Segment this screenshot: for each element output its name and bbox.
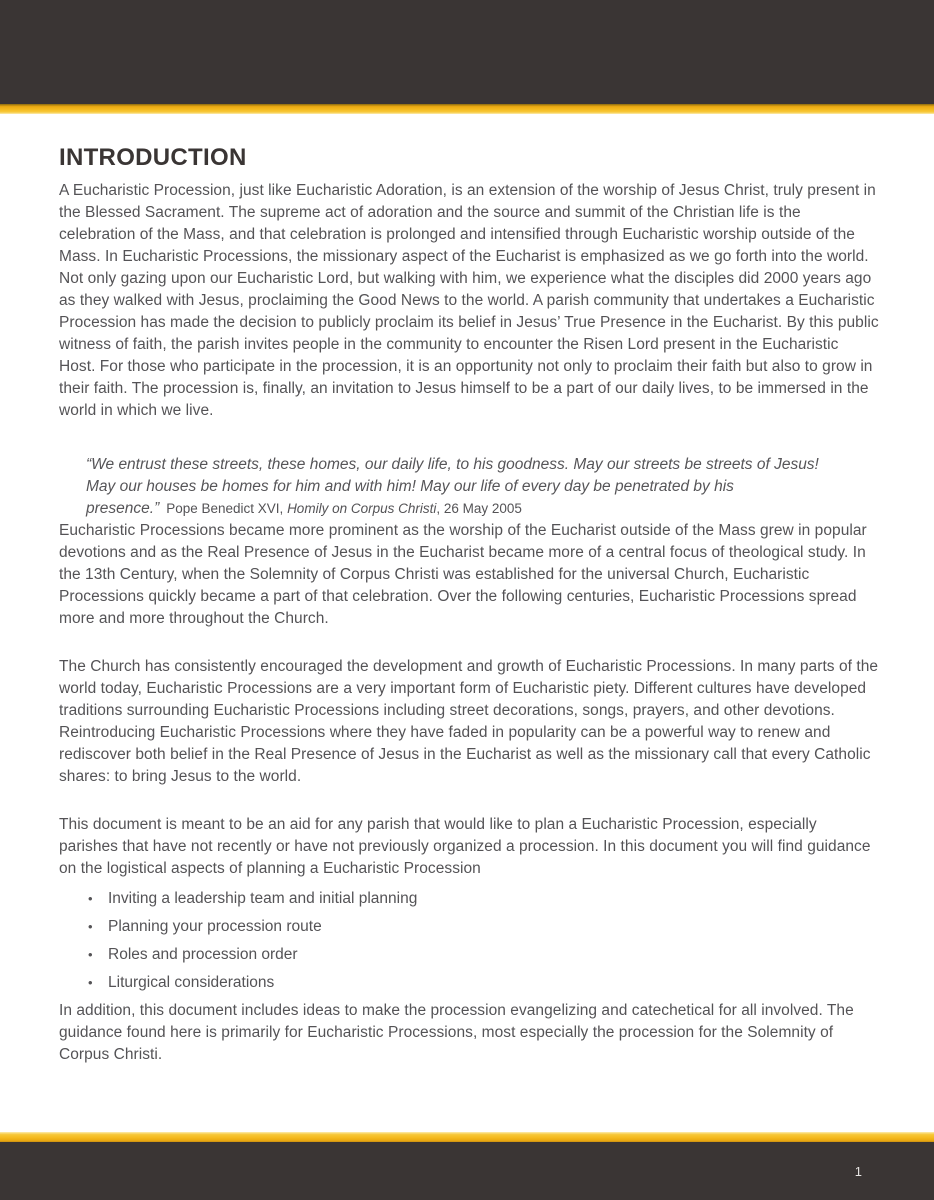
paragraph-document-purpose: This document is meant to be an aid for any parish that would like to plan a Eucharistic Procession, especially parishes that have not recently or have not previously organized a procession. In this document you will find guidance on the logistical aspects of planning a Eucharistic Procession [59, 816, 871, 877]
page-title: INTRODUCTION [59, 144, 247, 171]
paragraph-church-encouragement: The Church has consistently encouraged the development and growth of Eucharistic Processions. In many parts of the world today, Eucharistic Processions are a very important form of Eucharistic piety. Different cultures have developed traditions surrounding Eucharistic Processions including street decorations, songs, prayers, and other devotions. Reintroducing Eucharistic Processions where they have faded in popularity can be a powerful way to renew and rediscover both belief in the Real Presence of Jesus in the Eucharist as well as the missionary call that every Catholic shares: to bring Jesus to the world. [59, 658, 879, 785]
quote-text: “We entrust these streets, these homes, our daily life, to his goodness. May our streets be streets of Jesus! May our houses be homes for him and with him! May our life of every day be penetrated by his presence.” [86, 456, 819, 517]
paragraph-closing: In addition, this document includes ideas to make the procession evangelizing and catechetical for all involved. The guidance found here is primarily for Eucharistic Processions, most especially the procession for the Solemnity of Corpus Christi. [59, 1002, 854, 1063]
list-item: • Roles and procession order [88, 944, 879, 966]
page-number: 1 [854, 1163, 862, 1179]
paragraph-intro: A Eucharistic Procession, just like Eucharistic Adoration, is an extension of the worship of Jesus Christ, truly present in the Blessed Sacrament. The supreme act of adoration and the source and summit of the Christian life is the celebration of the Mass, and that celebration is prolonged and intensified through Eucharistic worship outside of the Mass. In Eucharistic Processions, the missionary aspect of the Eucharist is emphasized as we go forth into the world. Not only gazing upon our Eucharistic Lord, but walking with him, we experience what the disciples did 2000 years ago as they walked with Jesus, proclaiming the Good News to the world. A parish community that undertakes a Eucharistic Procession has made the decision to publicly proclaim its belief in Jesus’ True Presence in the Eucharist. By this public witness of faith, the parish invites people in the community to encounter the Risen Lord present in the Eucharistic Host. For those who participate in the procession, it is an opportunity not only to proclaim their faith but also to grow in their faith. The procession is, finally, an invitation to Jesus himself to be a part of our daily lives, to be immersed in the world in which we live. [59, 182, 879, 419]
list-item: • Inviting a leadership team and initial planning [88, 888, 879, 910]
header-accent-stripe [0, 104, 934, 114]
document-content [59, 144, 879, 1066]
quote-attribution [166, 501, 522, 516]
list-item: • Liturgical considerations [88, 972, 879, 994]
topics-list [59, 888, 879, 994]
quote-attribution-name: Pope Benedict XVI, [166, 501, 288, 516]
footer-accent-stripe [0, 1132, 934, 1142]
paragraph-history: Eucharistic Processions became more prominent as the worship of the Eucharist outside of the Mass grew in popular devotions and as the Real Presence of Jesus in the Eucharist became more of a central focus of theological study. In the 13th Century, when the Solemnity of Corpus Christi was established for the universal Church, Eucharistic Processions quickly became a part of that celebration. Over the following centuries, Eucharistic Processions spread more and more throughout the Church. [59, 522, 867, 627]
footer-band [0, 1142, 934, 1200]
quote-attribution-work: Homily on Corpus Christi [287, 501, 437, 516]
header-band [0, 0, 934, 104]
quote-attribution-date: , 26 May 2005 [436, 501, 522, 516]
pullquote [86, 454, 837, 520]
list-item: • Planning your procession route [88, 916, 879, 938]
